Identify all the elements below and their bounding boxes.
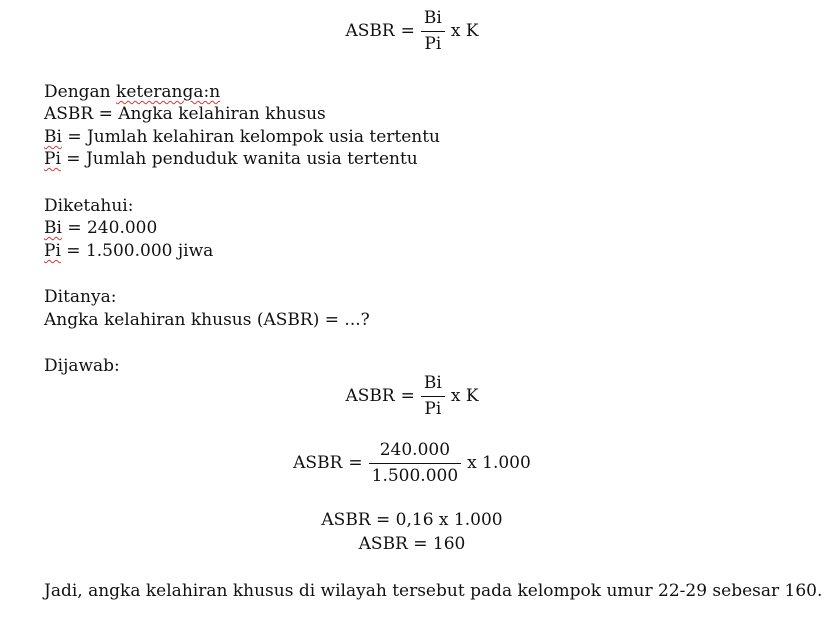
answer-step4: ASBR = 160 (358, 534, 466, 554)
formula-fraction (421, 8, 445, 54)
legend-pi-def: = Jumlah penduduk wanita usia tertentu (66, 149, 418, 169)
formula-denominator: Pi (424, 34, 442, 54)
legend-heading-word: Dengan (44, 82, 111, 102)
step2-denominator: 1.500.000 (371, 466, 459, 486)
legend-bi-term: Bi (44, 127, 62, 147)
asked-heading: Ditanya: (44, 287, 117, 307)
step2-fraction (369, 440, 462, 486)
step1-denominator: Pi (424, 399, 442, 419)
legend-heading-rest: keteranga:n (116, 82, 221, 102)
answer-step3: ASBR = 0,16 x 1.000 (321, 510, 503, 530)
legend-pi (44, 148, 418, 170)
step2-eq: = (348, 453, 363, 473)
step2-lhs: ASBR (293, 453, 343, 473)
legend-bi-def: = Jumlah kelahiran kelompok usia tertentu (67, 127, 440, 147)
known-bi-value: = 240.000 (67, 218, 158, 238)
step2-numerator: 240.000 (379, 440, 451, 460)
step1-eq: = (400, 386, 415, 406)
step1-times: x K (450, 386, 479, 406)
answer-step1 (0, 373, 824, 419)
fraction-bar (421, 31, 445, 32)
fraction-bar (421, 396, 445, 397)
answer-step2 (0, 440, 824, 486)
step1-fraction (421, 373, 445, 419)
known-pi-value: = 1.500.000 jiwa (66, 241, 214, 261)
known-bi (44, 217, 157, 239)
legend-asbr: ASBR = Angka kelahiran khusus (44, 104, 326, 124)
known-pi (44, 240, 213, 262)
formula-main (0, 8, 824, 54)
answer-heading: Dijawab: (44, 356, 120, 376)
legend-bi (44, 126, 440, 148)
step1-numerator: Bi (423, 373, 442, 393)
formula-lhs: ASBR (345, 21, 395, 41)
formula-numerator: Bi (423, 8, 442, 28)
formula-times: x K (450, 21, 479, 41)
step1-lhs: ASBR (345, 386, 395, 406)
fraction-bar (369, 463, 462, 464)
known-bi-term: Bi (44, 218, 62, 238)
step2-times: x 1.000 (467, 453, 531, 473)
conclusion: Jadi, angka kelahiran khusus di wilayah tersebut pada kelompok umur 22-29 sebesar 160. (44, 581, 823, 601)
known-pi-term: Pi (44, 241, 61, 261)
formula-eq: = (400, 21, 415, 41)
legend-heading (44, 81, 220, 103)
known-heading: Diketahui: (44, 196, 134, 216)
legend-pi-term: Pi (44, 149, 61, 169)
asked-question: Angka kelahiran khusus (ASBR) = ...? (44, 310, 370, 330)
